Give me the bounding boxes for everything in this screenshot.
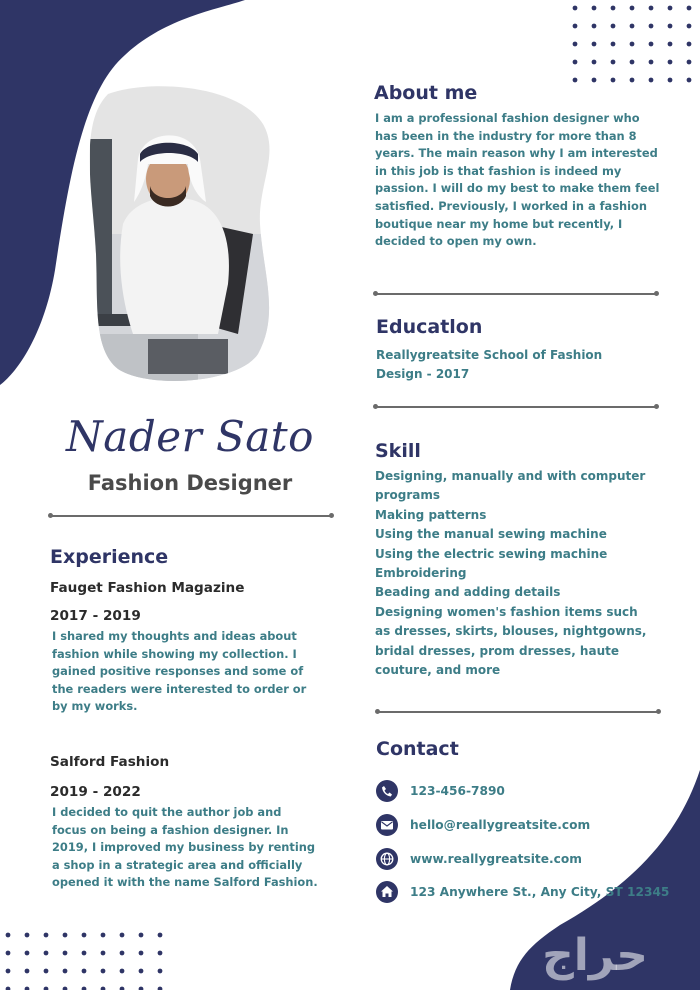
divider-left-top [50, 515, 332, 517]
dots-bottom-left [6, 933, 163, 990]
globe-icon [376, 848, 398, 870]
home-icon [376, 881, 398, 903]
job-company-1: Fauget Fashion Magazine [50, 580, 245, 596]
skill-item: as dresses, skirts, blouses, nightgowns, [375, 624, 647, 639]
skill-item: Embroidering [375, 566, 467, 581]
skill-item: Making patterns [375, 507, 487, 522]
job-description-1: I shared my thoughts and ideas about fashion while showing my collection. I gained positive responses and some of the readers were interested to order or by my works. [52, 629, 307, 714]
dots-top-right [573, 6, 692, 83]
divider-right-1 [375, 293, 657, 295]
contact-phone[interactable]: 123-456-7890 [410, 784, 505, 798]
job-years-2: 2019 - 2022 [50, 784, 141, 800]
skill-item: Using the manual sewing machine [375, 527, 607, 542]
profile-photo [88, 84, 276, 384]
about-heading: About me [374, 82, 478, 104]
education-heading: Educatlon [376, 316, 483, 338]
skill-item: Designing, manually and with computer [375, 469, 646, 483]
education-text: Reallygreatsite School of Fashion Design - 2017 [376, 348, 603, 381]
skill-item: couture, and more [375, 663, 501, 678]
skill-item: Beading and adding details [375, 585, 561, 600]
skill-list [375, 467, 675, 680]
person-name: Nader Sato [66, 412, 314, 461]
mail-icon [376, 814, 398, 836]
skill-item: programs [375, 488, 441, 503]
contact-website[interactable]: www.reallygreatsite.com [410, 852, 582, 866]
job-title: Fashion Designer [87, 471, 293, 495]
divider-right-3 [377, 711, 659, 713]
contact-heading: Contact [376, 738, 459, 760]
job-description-2: I decided to quit the author job and focus on being a fashion designer. In 2019, I improved my business by renting a shop in a strategic area and officially opened it with the name Salford Fashion. [52, 805, 318, 890]
about-text: I am a professional fashion designer who has been in the industry for more than 8 years. The main reason why I am interested in this job is that fashion is indeed my passion. I will do my best to make them feel satisfied. Previously, I worked in a fashion boutique near my home but recently, I decided to open my own. [375, 111, 660, 249]
contact-address: 123 Anywhere St., Any City, ST 12345 [410, 885, 670, 899]
skill-item: Designing women's fashion items such [375, 604, 638, 619]
contact-email[interactable]: hello@reallygreatsite.com [410, 818, 591, 832]
watermark: حراج [542, 930, 648, 981]
job-years-1: 2017 - 2019 [50, 608, 141, 624]
skill-item: Using the electric sewing machine [375, 546, 608, 561]
skill-heading: Skill [375, 440, 421, 462]
skill-item: bridal dresses, prom dresses, haute [375, 643, 619, 658]
phone-icon [376, 780, 398, 802]
experience-heading: Experience [50, 546, 169, 568]
job-company-2: Salford Fashion [50, 754, 170, 770]
divider-right-2 [375, 406, 657, 408]
